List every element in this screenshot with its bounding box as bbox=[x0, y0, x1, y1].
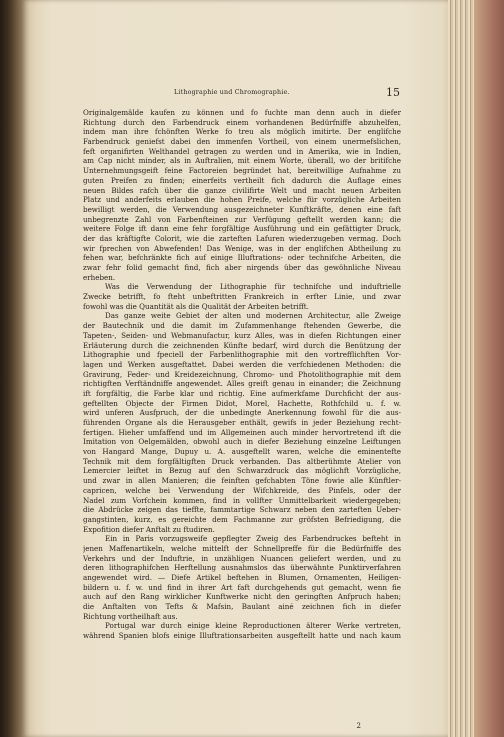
text-line: fowohl was die Quantität als die Qualität der Arbeiten betrifft. bbox=[83, 301, 309, 311]
spine-shadow bbox=[0, 0, 30, 737]
text-line: auch auf den Rang wirklicher Kunftwerke nicht den geringften Anfpruch haben; bbox=[83, 592, 401, 602]
text-line: ift forgfältig, die Farbe klar und richtig. Eine aufmerkfame Durchficht der aus- bbox=[83, 388, 401, 398]
text-line: gangstinten, kurz, es gereichte dem Fachmanne zur gröfsten Befriedigung, die bbox=[83, 514, 401, 524]
text-line: wird unferen Ausfpruch, der die unbedingte Anerkennung fowohl für die aus- bbox=[83, 408, 401, 418]
text-line: die Abdrücke zeigen das tieffte, fammtartige Schwarz neben den zarteften Ueber- bbox=[83, 505, 401, 515]
text-line: von Hangard Mange, Dupuy u. A. ausgeftellt waren, welche die eminentefte bbox=[83, 447, 401, 457]
text-line: Zwecke betrifft, fo fteht unbeftritten Frankreich in erfter Linie, und zwar bbox=[83, 292, 401, 302]
text-line: indem man ihre fchönften Werke fo treu als möglich imitirte. Der englifche bbox=[83, 127, 401, 137]
text-line: am Cap nicht minder, als in Auftralien, mit einem Worte, überall, wo der britifche bbox=[83, 156, 401, 166]
text-line: zwar fehr folid gemacht find, fich aber nirgends über das gewöhnliche Niveau bbox=[83, 263, 401, 272]
text-line: Originalgemälde kaufen zu können und fo fuchte man denn auch in diefer bbox=[83, 108, 401, 117]
text-line: Expofition diefer Anftalt zu ftudiren. bbox=[83, 524, 215, 534]
text-line: der Bautechnik und die damit im Zufammenhange ftehenden Gewerbe, die bbox=[83, 321, 401, 331]
text-line: capricen, welche bei Verwendung der Wifchkreide, des Pinfels, oder der bbox=[83, 485, 401, 495]
running-title: Lithographie und Chromographie. bbox=[174, 89, 290, 96]
text-line: Erläuterung durch die zeichnenden Künfte bedarf, wird durch die Benützung der bbox=[83, 340, 401, 350]
text-line: Ein in Paris vorzugsweife gepflegter Zweig des Farbendruckes befteht in bbox=[105, 534, 401, 544]
page-number: 15 bbox=[386, 86, 400, 99]
text-line: die Anftalten von Tefts & Mafsin, Baulant ainé zeichnen fich in diefer bbox=[83, 602, 401, 612]
text-line: Tapeten-, Seiden- und Webmanufactur, kurz Alles, was in diefen Richtungen einer bbox=[83, 330, 401, 340]
text-line: Imitation von Oelgemälden, obwohl auch in diefer Beziehung einzelne Leiftungen bbox=[83, 437, 401, 447]
text-line: fertigen. Hieher umfaffend und im Allgemeinen auch minder hervortretend ift die bbox=[83, 427, 401, 437]
text-line: feft organifirten Welthandel getragen zu werden und in Amerika, wie in Indien, bbox=[83, 146, 401, 156]
text-line: führenden Organe als die Herausgeber enthält, gewifs in jeder Beziehung recht- bbox=[83, 418, 401, 427]
text-line: Das ganze weite Gebiet der alten und modernen Architectur, alle Zweige bbox=[105, 311, 401, 321]
text-line: Unternehmungsgeift feine Factoreien begründet hat, bereitwillige Aufnahme zu bbox=[83, 166, 401, 176]
text-line: lagen und Werken ausgeftattet. Dabei werden die verfchiedenen Methoden: die bbox=[83, 359, 401, 369]
text-line: Platz und anderfeits erlauben die hohen Preife, welche für vorzügliche Arbeiten bbox=[83, 195, 401, 205]
text-line: und zwar in allen Manieren; die feinften gefchabten Töne fowie alle Künftler- bbox=[83, 476, 401, 486]
page-edges bbox=[448, 0, 504, 737]
text-line: Portugal war durch einige kleine Reproductionen älterer Werke vertreten, bbox=[105, 621, 401, 631]
text-line: Lithographie und fpeciell der Farbenlithographie mit den vortrefflichften Vor- bbox=[83, 350, 401, 360]
body-text bbox=[83, 108, 401, 730]
text-line: weitere Folge ift dann eine fehr forgfältige Ausführung und ein gefättigter Druck, bbox=[83, 224, 401, 234]
text-line: Lemercier leiftet in Bezug auf den Schwarzdruck das möglichft Vorzügliche, bbox=[83, 466, 401, 476]
book-page bbox=[22, 0, 452, 737]
signature-mark: 2 bbox=[356, 722, 361, 730]
text-line: guten Preifen zu finden; einerfeits vertheilt fich dadurch die Auflage eines bbox=[83, 175, 401, 185]
text-line: Farbendruck geniefst dabei den immenfen Vortheil, von einem unermefslichen, bbox=[83, 137, 401, 147]
text-line: Was die Verwendung der Lithographie für technifche und induftrielle bbox=[105, 282, 401, 292]
text-line: erheben. bbox=[83, 272, 116, 282]
text-line: neuen Bildes rafch über die ganze civilifirte Welt und macht neuen Arbeiten bbox=[83, 185, 401, 195]
text-line: richtigften Verftändniffe angewendet. Alles greift genau in einander; die Zeichnung bbox=[83, 379, 401, 389]
text-line: unbegrenzte Zahl von Farbenfteinen zur Verfügung geftellt werden kann; die bbox=[83, 214, 401, 224]
text-line: während Spanien blofs einige Illuftrationsarbeiten ausgeftellt hatte und nach kaum bbox=[83, 631, 401, 641]
text-line: jenen Maffenartikeln, welche mittelft der Schnellpreffe für die Bedürfniffe des bbox=[83, 543, 401, 553]
text-line: Richtung vortheilhaft aus. bbox=[83, 611, 178, 621]
text-line: bewilligt werden, die Verwendung ausgezeichneter Kunftkräfte, denen eine faft bbox=[83, 204, 401, 214]
text-line: Nadel zum Vorfchein kommen, find in vollfter Unmittelbarkeit wiedergegeben; bbox=[83, 495, 401, 505]
text-line: Gravirung, Feder- und Kreidezeichnung, Chromo- und Photolithographie mit dem bbox=[83, 369, 401, 379]
text-line: geftellten Objecte der Firmen Didot, Morel, Hachette, Rothfchild u. f. w. bbox=[83, 398, 401, 408]
text-line: wir fprechen von Abwefenden! Das Wenige, was in der englifchen Abtheilung zu bbox=[83, 243, 401, 253]
text-line: Technik mit dem forgfältigften Druck verbanden. Das altberühmte Atelier von bbox=[83, 456, 401, 466]
text-line: Verkehrs und der Induftrie, in unzähligen Nuancen geliefert werden, und zu bbox=[83, 553, 401, 563]
text-line: der das kräftigfte Colorit, wie die zarteften Lafuren wiederzugeben vermag. Doch bbox=[83, 233, 401, 243]
text-line: deren lithographifchen Herftellung ausnahmslos das überwähnte Punktirverfahren bbox=[83, 563, 401, 573]
text-line: fehen war, befchränkte fich auf einige Illuftrations- oder technifche Arbeiten, die bbox=[83, 253, 401, 263]
text-line: Richtung durch den Farbendruck einem vorhandenen Bedürfniffe abzuhelfen, bbox=[83, 117, 401, 127]
text-line: angewendet wird. — Diefe Artikel beftehen in Blumen, Ornamenten, Heiligen- bbox=[83, 573, 401, 582]
text-line: bildern u. f. w. und find in ihrer Art faft durchgehends gut gemacht, wenn fie bbox=[83, 582, 401, 592]
